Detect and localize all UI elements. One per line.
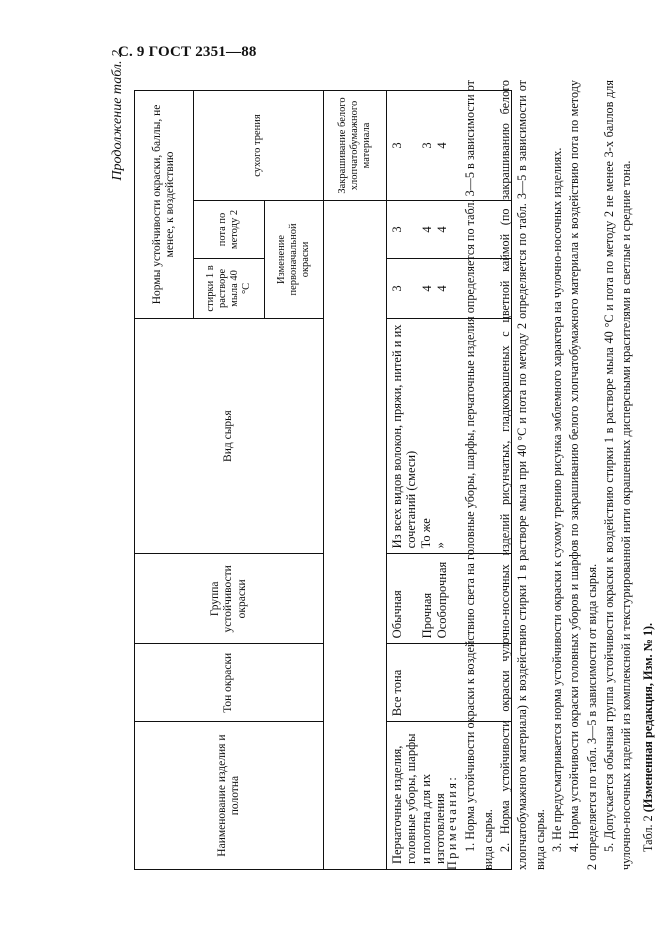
note-4: 4. Норма устойчивости окраски головных уборов и шарфов по закрашиванию белого хлопчатобумажного материала к воздействию пота по методу 2 определяется по табл. 3—5 в зависимости от вида сырья. [567, 80, 599, 870]
group-3: Особопрочная [434, 561, 449, 639]
sweat-1: 3 [390, 226, 404, 233]
note-5: 5. Допускается обычная группа устойчивости окраски к воздействию стирки 1 в растворе мыла 40 °С и пота по методу 2 не менее 3-х баллов для чулочно-носочных изделий из комплексной и текстурированной нити окрашенных дисперсными красителями в светлые и средние тона. [601, 80, 634, 870]
sweat-2: 4 [420, 226, 435, 233]
dry-2: 3 [420, 142, 435, 149]
note-3: 3. Не предусматривается норма устойчивости окраски к сухому трению рисунка эмблемного характера на чулочно-носочных изделиях. [549, 147, 564, 852]
header-wash: стирки 1 в растворе мыла 40 °С [194, 258, 265, 318]
header-item-name: Наименование изделия и полотна [135, 722, 324, 870]
header-group: Группа устойчивости окраски [135, 554, 324, 644]
note-2: 2. Норма устойчивости окраски чулочно-носочных изделий рисунчатых, гладкокрашеных с цветной каймой (по закрашиванию белого хлопчатобумажного материала) к воздействию стирки 1 в растворе мыла при 40 °С и пота по методу 2 определяется по табл. 3—5 в зависимости от вида сырья. [497, 80, 547, 870]
wash-3: 4 [434, 285, 449, 292]
table-amendment [640, 80, 657, 870]
wash-1: 3 [390, 285, 404, 292]
notes-title: Примечания: [445, 774, 459, 870]
raw-3: » [433, 542, 448, 549]
cell-tone: Все тона [387, 644, 512, 722]
header-norms: Нормы устойчивости окраски, баллы, не менее, к воздействию [135, 91, 194, 319]
header-row-4 [324, 91, 387, 870]
wash-2: 4 [420, 285, 435, 292]
raw-1: Из всех видов волокон, пряжи, нитей и их сочетаний (смеси) [390, 324, 419, 549]
page-header: С. 9 ГОСТ 2351—88 [118, 44, 257, 60]
rotated-content [110, 50, 655, 870]
dry-1: 3 [390, 142, 404, 149]
amend-text: (Измененная редакция, Изм. № 1). [640, 622, 655, 813]
header-dry: сухого трения [194, 91, 324, 201]
raw-2: То же [418, 518, 433, 549]
group-2: Прочная [420, 592, 435, 639]
header-change: Изменение первоначальной окраски [265, 201, 324, 319]
header-sweat: пота по методу 2 [194, 201, 265, 259]
table-caption: Продолжение табл. 2 [110, 50, 125, 181]
group-1: Обычная [390, 590, 404, 639]
header-raw: Вид сырья [135, 318, 324, 553]
amend-prefix: Табл. 2 [640, 815, 655, 852]
header-tone: Тон окраски [135, 644, 324, 722]
header-row-1 [135, 91, 194, 870]
note-1: 1. Норма устойчивости окраски к воздействию света на головные уборы, шарфы, перчаточные изделия определяется по табл. 3—5 в зависимости от вида сырья. [463, 80, 495, 870]
cell-item-name: Перчаточные изделия, головные уборы, шарфы и полотна для их изготовления [387, 722, 512, 870]
header-stain: Закрашивание белого хлопчатобумажного материала [324, 91, 387, 201]
sweat-3: 4 [434, 226, 449, 233]
notes-block [444, 80, 657, 870]
dry-3: 4 [434, 142, 449, 149]
